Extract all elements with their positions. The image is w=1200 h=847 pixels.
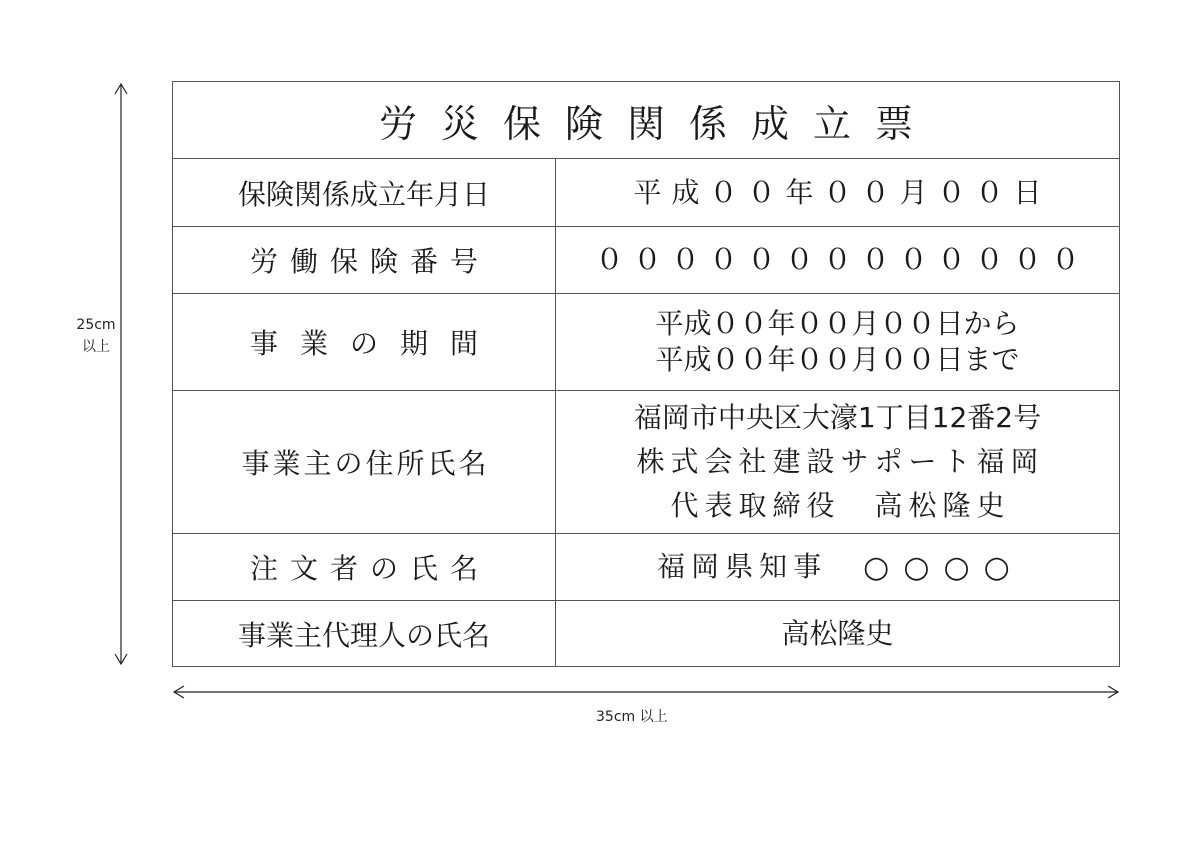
label-cell: 事業主代理人の氏名 — [173, 601, 556, 667]
label-cell: 保険関係成立年月日 — [173, 159, 556, 226]
table-row — [173, 159, 1119, 227]
height-suffix: 以上 — [82, 339, 110, 355]
value-line: 株式会社建設サポート福岡 — [636, 445, 1045, 478]
value-cell — [556, 159, 1119, 226]
table-row — [173, 601, 1119, 667]
height-dimension-label — [74, 314, 118, 358]
value-line: 福岡市中央区大濠1丁目12番2号 — [633, 401, 1042, 434]
height-arrow — [115, 84, 127, 664]
value-line: 平成００年００月００日 — [633, 175, 1052, 209]
value-line: 代表取締役 高松隆史 — [670, 489, 1011, 522]
label-cell: 労働保険番号 — [173, 227, 556, 293]
label-cell: 注文者の氏名 — [173, 534, 556, 600]
table-row — [173, 391, 1119, 534]
value-cell — [556, 534, 1119, 600]
sign-board — [172, 81, 1120, 667]
title-row — [173, 82, 1119, 159]
value-line: 高松隆史 — [781, 617, 894, 650]
table-row — [173, 227, 1119, 294]
value-cell — [556, 391, 1119, 533]
value-line: 平成００年００月００日から — [655, 307, 1020, 340]
width-dimension-label: 35cm 以上 — [596, 709, 668, 725]
value-cell — [556, 601, 1119, 667]
width-arrow — [174, 686, 1118, 698]
label-cell: 事業の期間 — [173, 294, 556, 390]
board-title: 労災保険関係成立票 — [378, 101, 937, 146]
height-value: 25cm — [76, 317, 116, 333]
table-row — [173, 294, 1119, 391]
table-row — [173, 534, 1119, 601]
value-cell — [556, 294, 1119, 390]
label-cell: 事業主の住所氏名 — [173, 391, 556, 533]
value-line: ０００００００００００００ — [595, 243, 1090, 276]
value-line: 福岡県知事 — [657, 550, 828, 583]
value-line: ○○○○ — [863, 549, 1024, 585]
value-cell — [556, 227, 1119, 293]
value-line: 平成００年００月００日まで — [655, 343, 1020, 376]
